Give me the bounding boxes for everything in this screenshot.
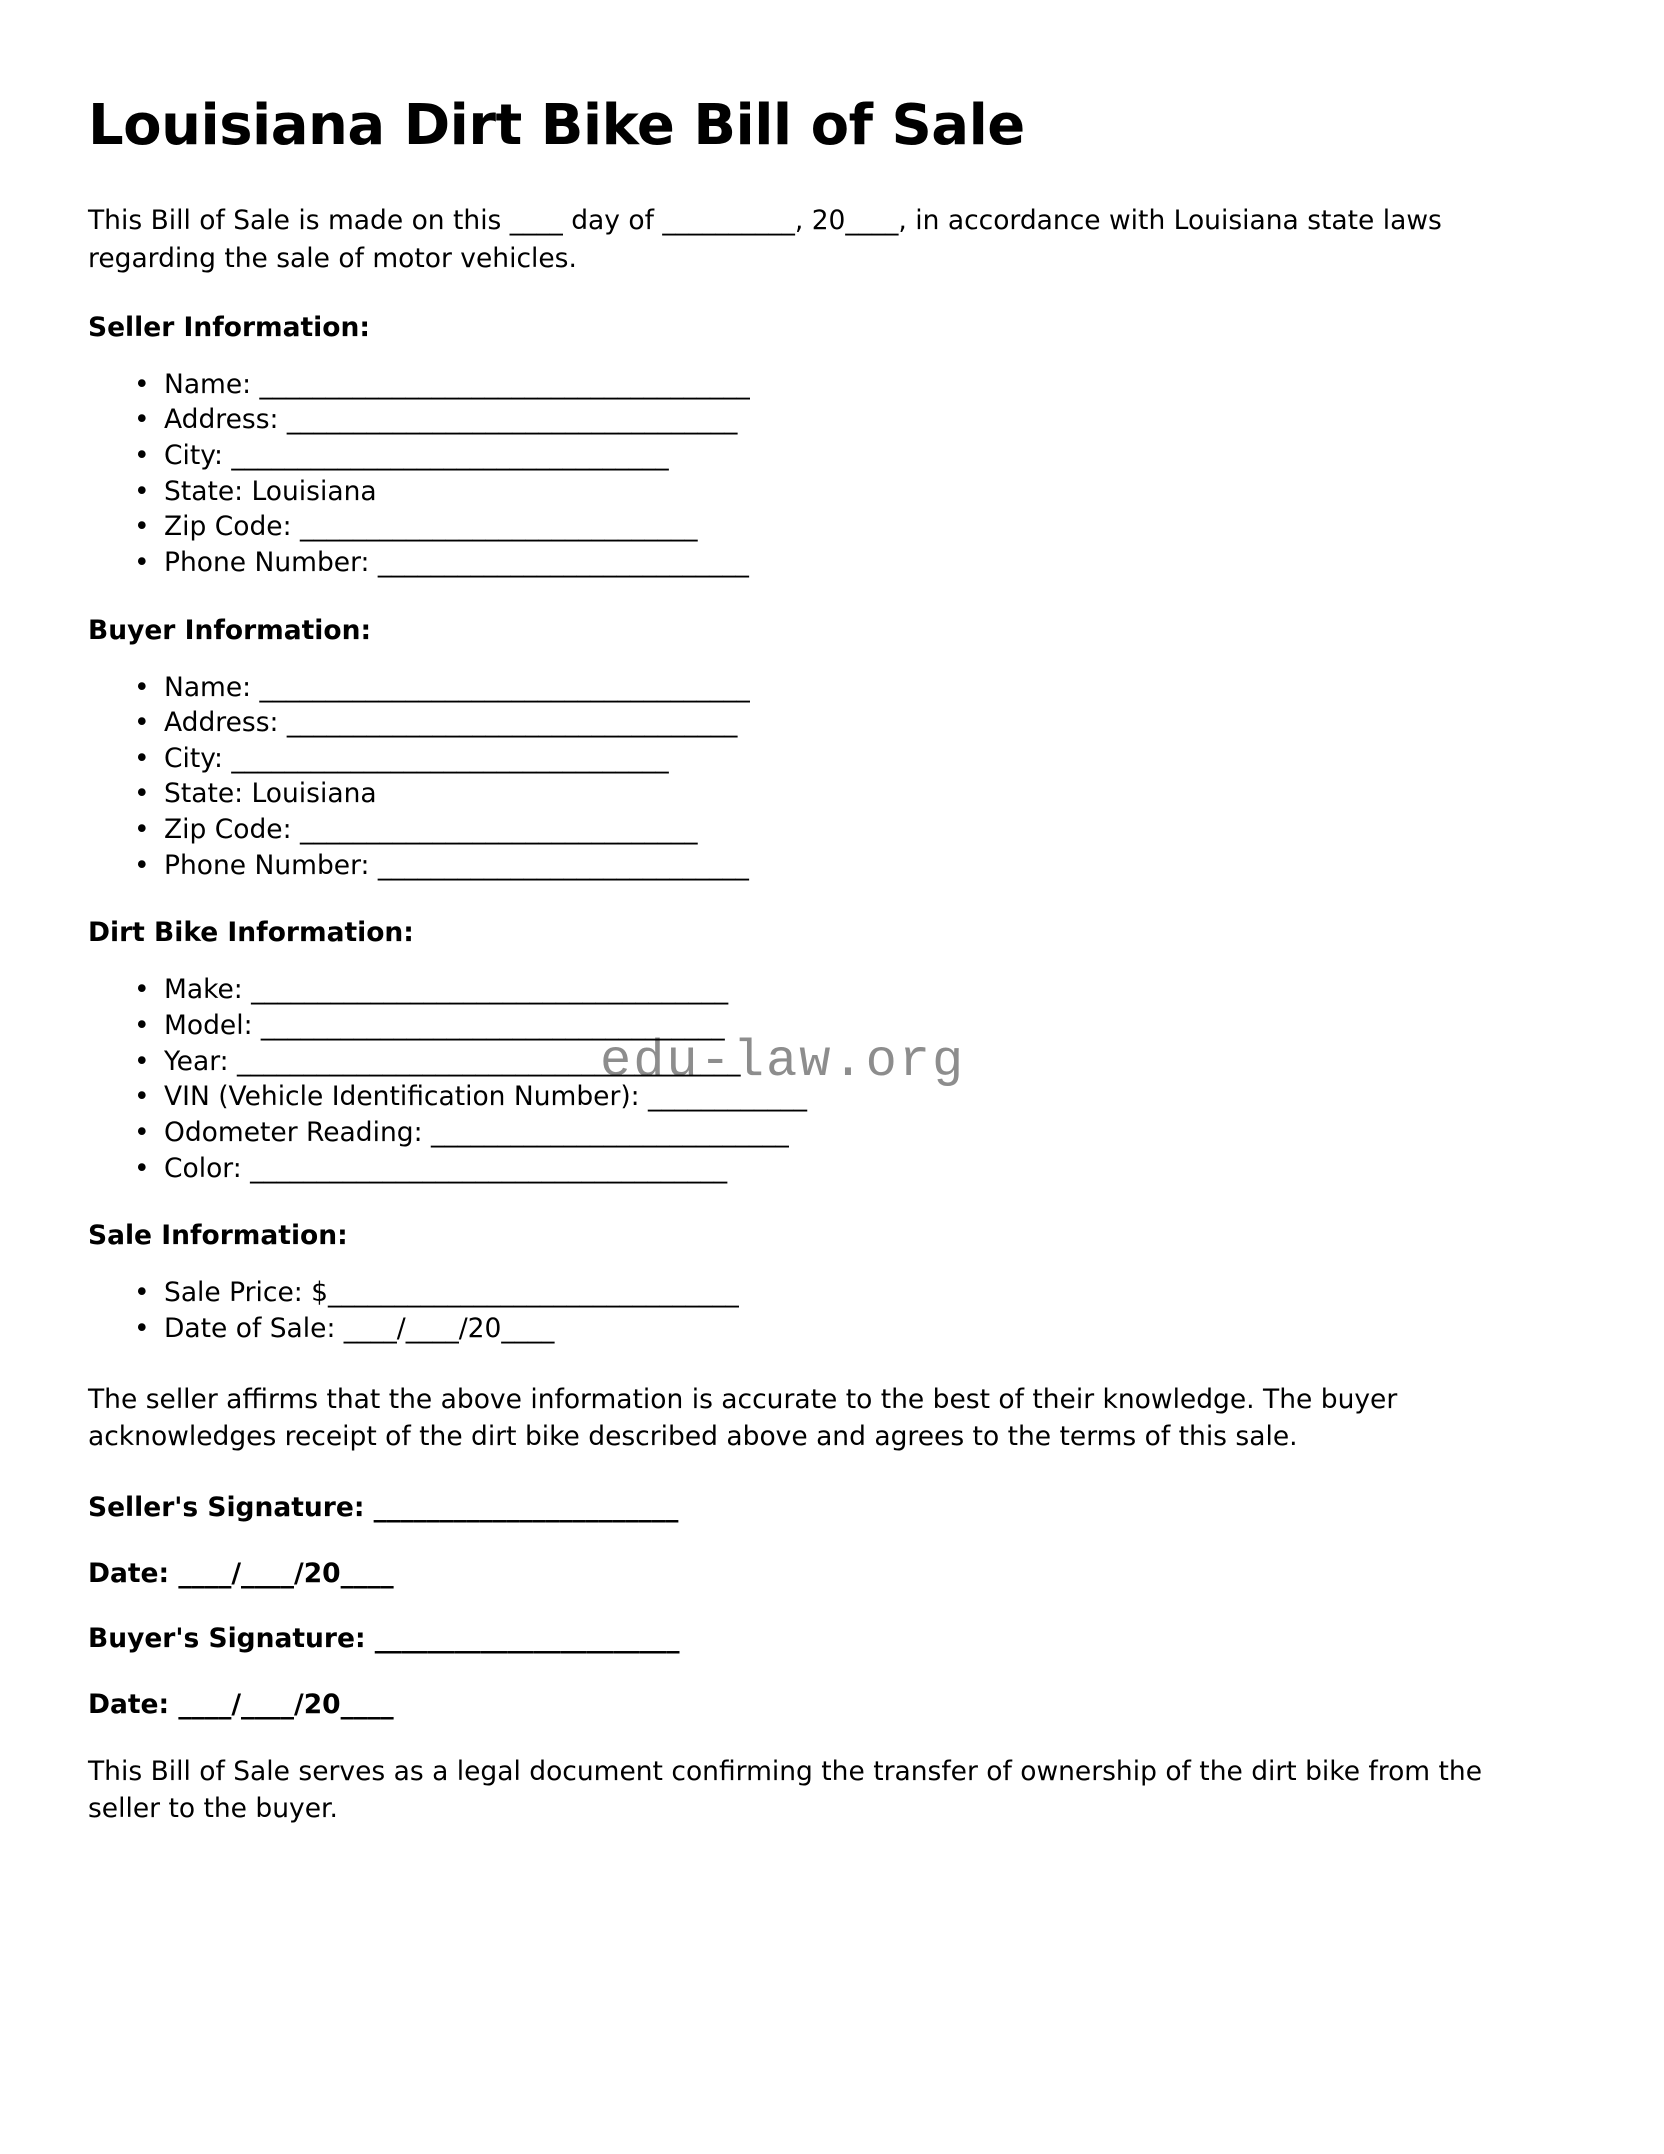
list-item: • State: Louisiana: [88, 776, 1578, 812]
list-item: • Date of Sale: ____/____/20____: [88, 1311, 1578, 1347]
seller-information-list: [88, 367, 1578, 581]
seller-date-line: Date: ____/____/20____: [88, 1557, 394, 1589]
list-item: • Address: __________________________________: [88, 402, 1578, 438]
sale-information-list: [88, 1275, 1578, 1346]
list-item: • Model: ___________________________________: [88, 1008, 1578, 1044]
list-item: • Make: ____________________________________: [88, 972, 1578, 1008]
list-item: • VIN (Vehicle Identification Number): ____________: [88, 1079, 1578, 1115]
list-item: • City: _________________________________: [88, 741, 1578, 777]
intro-paragraph: This Bill of Sale is made on this ____ day of __________, 20____, in accordance with Louisiana state laws regarding the sale of motor vehicles.: [88, 205, 1442, 275]
buyer-date-line: Date: ____/____/20____: [88, 1689, 394, 1721]
list-item: • Phone Number: ____________________________: [88, 848, 1578, 884]
closing-paragraph: This Bill of Sale serves as a legal document confirming the transfer of ownership of the dirt bike from the seller to the buyer.: [88, 1755, 1483, 1825]
sale-information-heading: Sale Information:: [88, 1220, 348, 1252]
list-item: • Odometer Reading: ___________________________: [88, 1115, 1578, 1151]
buyer-signature-line: Buyer's Signature: _______________________: [88, 1623, 680, 1655]
list-item: • Color: ____________________________________: [88, 1151, 1578, 1187]
list-item: • Address: __________________________________: [88, 705, 1578, 741]
list-item: • Year: ______________________________________: [88, 1044, 1578, 1080]
page-title: Louisiana Dirt Bike Bill of Sale: [88, 93, 1025, 158]
seller-information-heading: Seller Information:: [88, 311, 370, 343]
dirt-bike-information-heading: Dirt Bike Information:: [88, 917, 414, 949]
document-content: [88, 93, 1578, 1862]
list-item: • Name: _____________________________________: [88, 670, 1578, 706]
affirmation-paragraph: The seller affirms that the above information is accurate to the best of their knowledge. The buyer acknowledges receipt of the dirt bike described above and agrees to the terms of this sale.: [88, 1383, 1398, 1453]
buyer-information-list: [88, 670, 1578, 884]
list-item: • Sale Price: $_______________________________: [88, 1275, 1578, 1311]
list-item: • Name: _____________________________________: [88, 367, 1578, 403]
seller-signature-line: Seller's Signature: _______________________: [88, 1491, 679, 1523]
list-item: • Zip Code: ______________________________: [88, 509, 1578, 545]
dirt-bike-information-list: [88, 972, 1578, 1186]
list-item: • Phone Number: ____________________________: [88, 545, 1578, 581]
list-item: • State: Louisiana: [88, 474, 1578, 510]
watermark-edu-law: edu-law.org: [600, 1032, 966, 1091]
list-item: • Zip Code: ______________________________: [88, 812, 1578, 848]
list-item: • City: _________________________________: [88, 438, 1578, 474]
buyer-information-heading: Buyer Information:: [88, 614, 372, 646]
